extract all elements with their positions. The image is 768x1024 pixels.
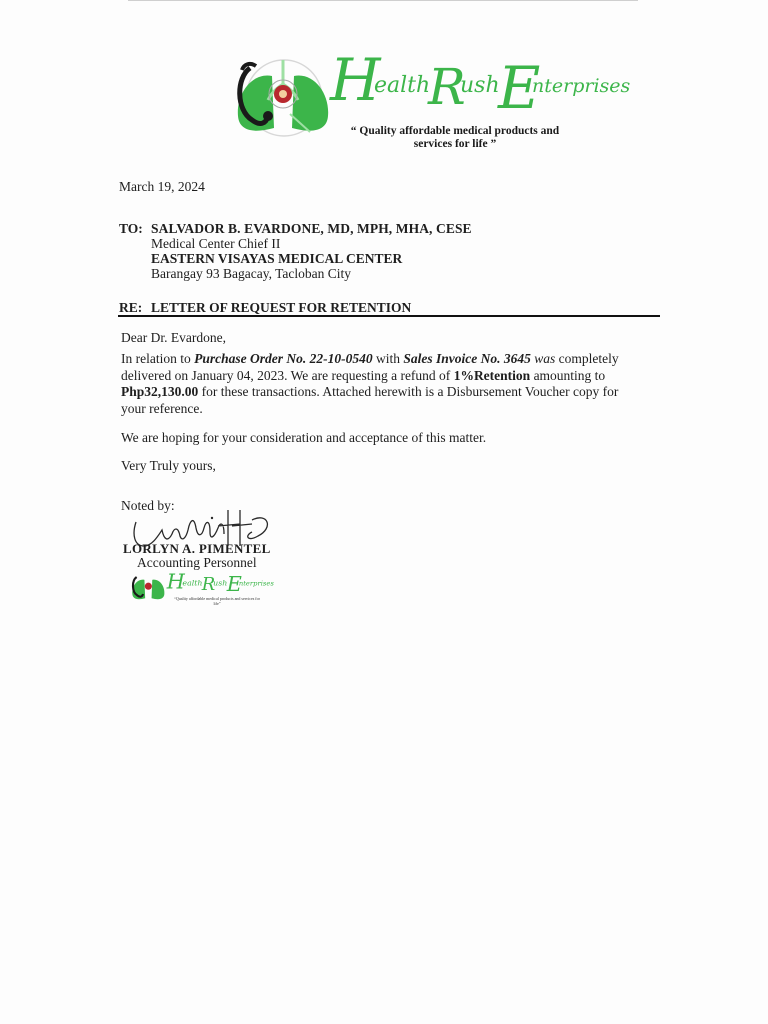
svg-text:nterprises: nterprises — [238, 579, 274, 588]
to-label: TO: — [119, 221, 143, 236]
paragraph-1-line-3 — [121, 384, 661, 401]
purchase-order-number: Purchase Order No. 22-10-0540 — [194, 351, 373, 366]
retention-percent: 1%Retention — [453, 367, 531, 383]
closing: Very Truly yours, — [121, 458, 216, 473]
lungs-stethoscope-stamp-icon — [130, 572, 166, 604]
signatory-name: LORLYN A. PIMENTEL — [123, 541, 271, 556]
text-run: with — [372, 351, 404, 366]
noted-by-label: Noted by: — [121, 498, 175, 513]
text-run: completely — [555, 351, 619, 366]
svg-text:ush: ush — [460, 73, 500, 98]
company-tagline — [316, 125, 594, 151]
salutation: Dear Dr. Evardone, — [121, 330, 226, 345]
recipient-name: SALVADOR B. EVARDONE, MD, MPH, MHA, CESE — [151, 221, 472, 236]
body-paragraph-1 — [121, 351, 661, 417]
text-run: was — [530, 351, 556, 366]
svg-text:E: E — [226, 572, 242, 597]
stamp-wordmark — [166, 568, 274, 598]
text-run: In relation to — [121, 351, 195, 366]
recipient-position: Medical Center Chief II — [151, 236, 281, 251]
text-run: amounting to — [530, 367, 606, 383]
paragraph-1-line-4: your reference. — [121, 400, 203, 416]
svg-text:H: H — [330, 46, 381, 114]
stamp-tagline: “Quality affordable medical products and services for life” — [174, 596, 260, 606]
recipient-institution: EASTERN VISAYAS MEDICAL CENTER — [151, 251, 403, 266]
subject-underline — [118, 315, 660, 317]
letter-date: March 19, 2024 — [119, 179, 205, 194]
subject-text: LETTER OF REQUEST FOR RETENTION — [151, 300, 412, 315]
svg-text:nterprises: nterprises — [532, 75, 631, 97]
body-paragraph-2: We are hoping for your consideration and acceptance of this matter. — [121, 430, 487, 445]
paragraph-1-line-1 — [121, 351, 661, 368]
refund-amount: Php32,130.00 — [121, 384, 199, 399]
signatory-title: Accounting Personnel — [137, 555, 257, 570]
svg-text:R: R — [428, 58, 466, 116]
recipient-address: Barangay 93 Bagacay, Tacloban City — [151, 266, 351, 281]
company-wordmark — [328, 46, 631, 122]
svg-text:H: H — [166, 569, 185, 594]
svg-text:ealth: ealth — [182, 578, 203, 588]
text-run: for these transactions. Attached herewith is a Disbursement Voucher copy for — [198, 384, 619, 399]
paragraph-1-line-2 — [121, 368, 661, 385]
text-run: delivered on January 04, 2023. We are requesting a refund of — [121, 367, 454, 383]
tagline-line-1: “ Quality affordable medical products and — [350, 125, 560, 137]
svg-text:R: R — [201, 573, 216, 595]
svg-text:ealth: ealth — [374, 73, 431, 98]
page-edge-line — [128, 0, 638, 1]
tagline-line-2: services for life ” — [413, 138, 497, 150]
re-label: RE: — [119, 300, 143, 315]
svg-text:ush: ush — [213, 578, 228, 588]
sales-invoice-number: Sales Invoice No. 3645 — [403, 351, 531, 366]
svg-text:E: E — [498, 54, 541, 122]
